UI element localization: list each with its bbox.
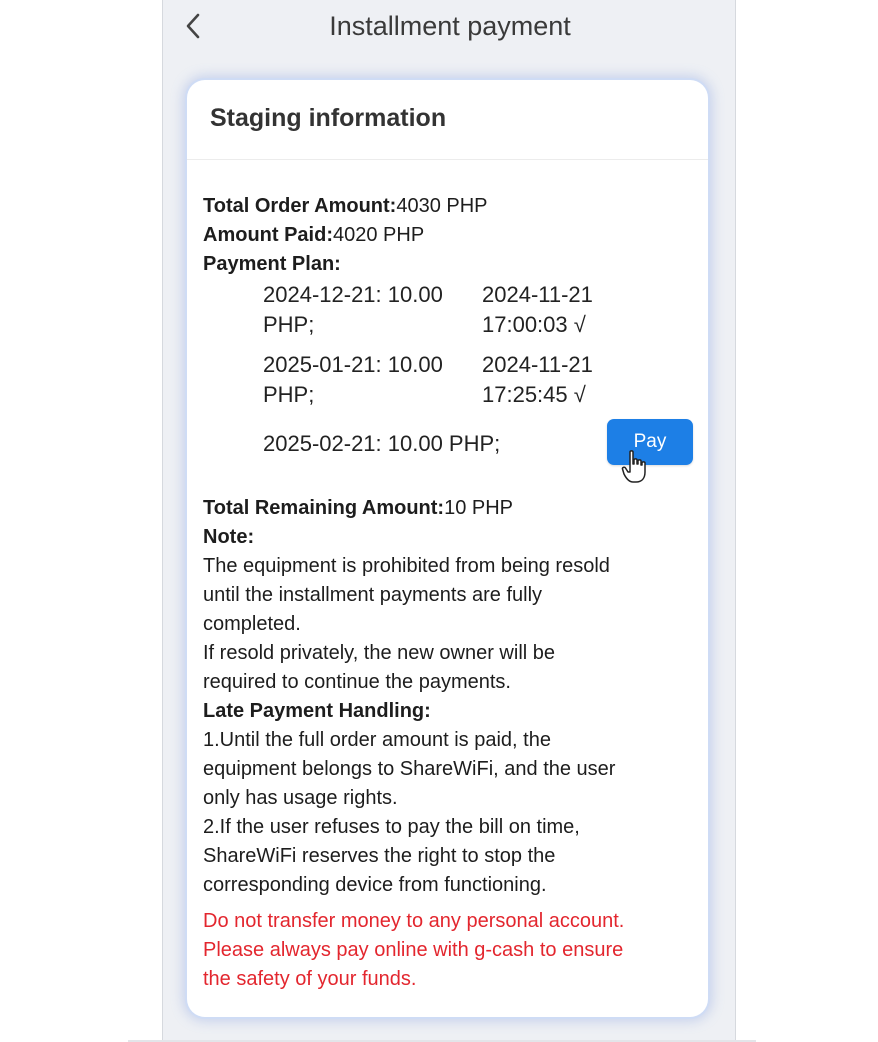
late-line: 1.Until the full order amount is paid, the <box>203 729 551 751</box>
total-order-amount <box>203 192 699 221</box>
plan-due-3: 2025-02-21: 10.00 PHP; <box>263 431 501 456</box>
note-line: If resold privately, the new owner will be <box>203 642 556 664</box>
total-order-amount-value: 4030 PHP <box>396 195 488 217</box>
amount-paid-label: Amount Paid: <box>203 224 333 246</box>
late-payment-label: Late Payment Handling: <box>203 700 431 722</box>
late-line: 2.If the user refuses to pay the bill on time, <box>203 816 580 838</box>
late-line: only has usage rights. <box>203 787 398 809</box>
plan-paid-2-line2: 17:25:45 √ <box>482 382 586 407</box>
payment-plan-label: Payment Plan: <box>203 253 341 275</box>
note-line: required to continue the payments. <box>203 671 511 693</box>
card-body <box>203 192 699 900</box>
card-header <box>187 80 708 160</box>
late-line: corresponding device from functioning. <box>203 874 547 896</box>
plan-due-2-line2: PHP; <box>263 382 315 407</box>
note-line: The equipment is prohibited from being resold <box>203 555 610 577</box>
note-label: Note: <box>203 526 255 548</box>
warning-message <box>203 907 699 994</box>
plan-paid-2-line1: 2024-11-21 <box>482 352 593 377</box>
late-line: equipment belongs to ShareWiFi, and the user <box>203 758 616 780</box>
plan-paid-1-line2: 17:00:03 √ <box>482 312 586 337</box>
plan-paid-2 <box>482 350 593 410</box>
total-remaining-label: Total Remaining Amount: <box>203 497 445 519</box>
pay-button[interactable]: Pay <box>607 419 693 465</box>
warning-line: the safety of your funds. <box>203 968 417 990</box>
chevron-left-icon <box>184 12 202 40</box>
late-payment-heading <box>203 697 699 726</box>
note-heading <box>203 523 699 552</box>
card-title: Staging information <box>210 104 447 132</box>
amount-paid <box>203 221 699 250</box>
plan-due-1-line1: 2024-12-21: 10.00 <box>263 282 443 307</box>
note-line: completed. <box>203 613 301 635</box>
payment-plan-list <box>203 279 699 494</box>
back-button[interactable] <box>180 8 206 44</box>
plan-paid-1 <box>482 280 593 340</box>
warning-line: Do not transfer money to any personal account. <box>203 910 625 932</box>
total-remaining-value: 10 PHP <box>444 497 514 519</box>
total-order-amount-label: Total Order Amount: <box>203 195 397 217</box>
note-line: until the installment payments are fully <box>203 584 543 606</box>
amount-paid-value: 4020 PHP <box>333 224 425 246</box>
total-remaining-amount <box>203 494 699 523</box>
plan-paid-1-line1: 2024-11-21 <box>482 282 593 307</box>
plan-due-2 <box>263 350 443 410</box>
staging-info-card <box>187 80 708 1017</box>
plan-due-2-line1: 2025-01-21: 10.00 <box>263 352 443 377</box>
warning-line: Please always pay online with g-cash to ensure <box>203 939 624 961</box>
payment-plan-heading <box>203 250 699 279</box>
plan-due-1 <box>263 280 443 340</box>
page-title: Installment payment <box>329 11 571 41</box>
late-line: ShareWiFi reserves the right to stop the <box>203 845 556 867</box>
hand-cursor-icon <box>621 449 649 485</box>
plan-due-1-line2: PHP; <box>263 312 315 337</box>
